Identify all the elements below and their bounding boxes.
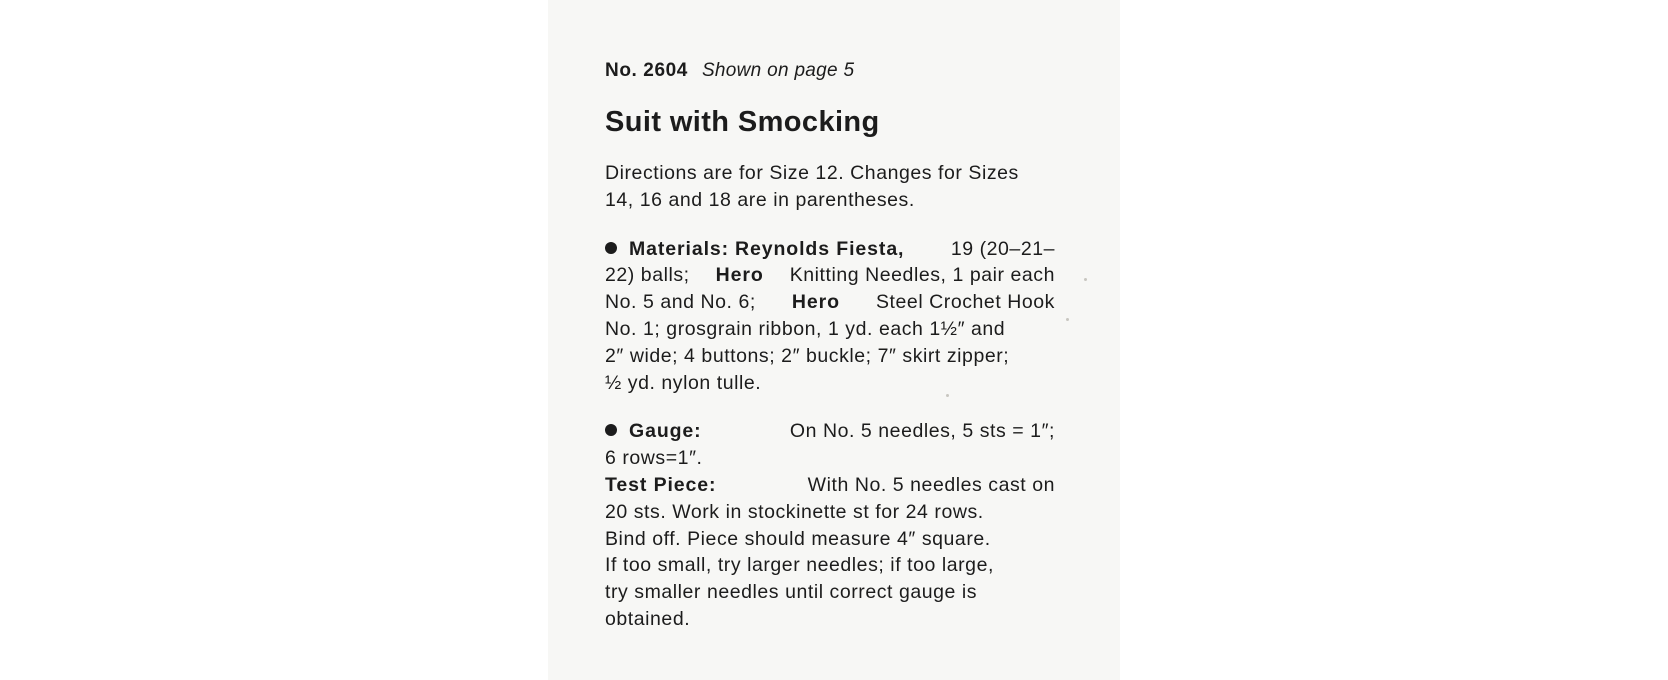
test-piece-line: obtained. <box>605 607 691 630</box>
needle-brand: Hero <box>715 264 764 287</box>
gauge-lead <box>605 418 702 445</box>
pattern-header <box>605 58 1055 84</box>
materials-text: No. 5 and No. 6; <box>605 291 762 314</box>
materials-text: 19 (20–21– <box>944 237 1055 260</box>
gauge-text: On No. 5 needles, 5 sts = 1″; <box>783 420 1055 443</box>
gauge-line: 6 rows=1″. <box>605 447 703 470</box>
test-piece-line: try smaller needles until correct gauge is <box>605 581 978 604</box>
gauge-section <box>605 418 1055 632</box>
materials-text: Knitting Needles, 1 pair each <box>783 264 1055 287</box>
materials-label: Materials: <box>629 237 730 260</box>
test-piece-text: With No. 5 needles cast on <box>801 473 1055 496</box>
bullet-icon <box>605 242 617 254</box>
test-piece-line <box>605 472 1055 499</box>
materials-lead <box>605 236 904 263</box>
pattern-text <box>605 58 1055 633</box>
materials-text: 22) balls; <box>605 264 696 287</box>
size-directions-line: Directions are for Size 12. Changes for Sizes <box>605 162 1019 184</box>
test-piece-line: Bind off. Piece should measure 4″ square. <box>605 527 991 550</box>
pattern-title: Suit with Smocking <box>605 106 880 138</box>
hook-brand: Hero <box>791 291 840 314</box>
bullet-icon <box>605 424 617 436</box>
materials-line: ½ yd. nylon tulle. <box>605 371 762 394</box>
paper-speck <box>1084 278 1087 281</box>
test-piece-line: 20 sts. Work in stockinette st for 24 rows. <box>605 500 984 523</box>
gauge-label: Gauge: <box>629 420 702 443</box>
materials-line <box>605 236 1055 263</box>
paper-speck <box>1066 318 1069 321</box>
gauge-line <box>605 418 1055 445</box>
materials-line <box>605 262 1055 289</box>
shown-on-reference: Shown on page 5 <box>701 60 855 81</box>
materials-section <box>605 236 1055 397</box>
test-piece-line: If too small, try larger needles; if too large, <box>605 554 994 577</box>
materials-line <box>605 289 1055 316</box>
test-piece-label: Test Piece: <box>605 473 717 496</box>
materials-text: Steel Crochet Hook <box>870 291 1055 314</box>
materials-line: No. 1; grosgrain ribbon, 1 yd. each 1½″ and <box>605 317 1006 340</box>
size-directions <box>605 160 1055 214</box>
yarn-brand: Reynolds Fiesta, <box>735 237 905 260</box>
materials-line: 2″ wide; 4 buttons; 2″ buckle; 7″ skirt zipper; <box>605 344 1010 367</box>
pattern-number: No. 2604 <box>605 60 688 81</box>
size-directions-line: 14, 16 and 18 are in parentheses. <box>605 188 915 211</box>
